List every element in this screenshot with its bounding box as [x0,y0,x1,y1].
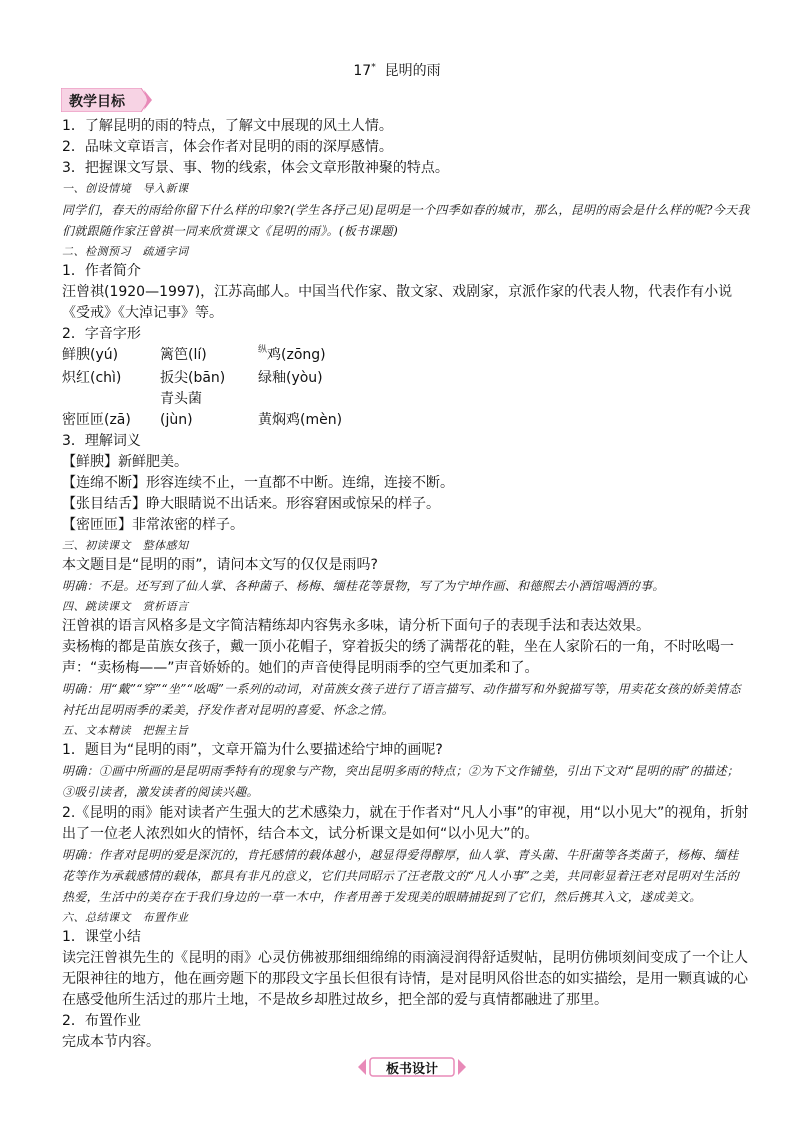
ci-item: 【连绵不断】形容连续不止，一直都不中断。连绵，连接不断。 [62,475,454,491]
zi-item: 绿釉(yòu) [258,370,323,386]
answer-5-2: 明确：作者对昆明的爱是深沉的，肯托感情的载体越小，越显得爱得醇厚，仙人掌、青头菌、牛肝菌等各类菌子，杨梅、缅桂花等作为承载感情的载体，都具有非凡的意义，它们共同昭示了汪老散文的“凡人小事”之美，共同彰显着汪老对昆明对生活的热爱，生活中的美存在于我们身边的一草一木中，作者用善于发现美的眼睛捕捉到了它们，然后携其入文，遂成美文。 [62,848,740,904]
zi-item: 鲜腴(yú) [62,347,119,363]
zi-item: 密匝匝(zā) [62,412,131,428]
teaching-goals-badge [61,88,153,112]
section-heading-2: 二、检测预习 疏通字词 [62,245,189,258]
ci-item: 【鲜腴】新鲜肥美。 [62,454,188,470]
author-text: 汪曾祺(1920—1997)，江苏高邮人。中国当代作家、散文家、戏剧家，京派作家的代表人物，代表作有小说《受戒》《大淖记事》等。 [62,284,733,321]
answer-4: 明确：用“戴”“穿”“坐”“吆喝”一系列的动词，对苗族女孩子进行了语言描写、动作描写和外貌描写等，用卖花女孩的娇美情态衬托出昆明雨季的柔美，抒发作者对昆明的喜爱、怀念之情。 [62,682,741,717]
zi-item: 炽红(chì) [62,370,122,386]
answer-5-1: 明确：①画中所画的是昆明雨季特有的现象与产物，突出昆明多雨的特点；②为下文作铺垫，引出下文对“昆明的雨”的描述；③吸引读者，激发读者的阅读兴趣。 [62,764,740,799]
homework-heading: 2．布置作业 [62,1013,141,1029]
board-design-badge [356,1056,468,1078]
author-heading: 1．作者简介 [62,263,141,279]
homework-text: 完成本节内容。 [62,1034,160,1050]
page-title [0,60,794,80]
badge-label: 教学目标 [69,94,125,110]
zi-row-2 [62,368,750,389]
optional-mark: * [371,62,376,73]
ci-heading: 3．理解词义 [62,433,141,449]
section-heading-3: 三、初读课文 整体感知 [62,539,189,552]
zi-item: 青头菌(jùn) [160,391,202,428]
section-heading-1: 一、创设情境 导入新课 [62,182,189,195]
zi-item: 篱笆(lí) [160,347,207,363]
zong-char: 纵 [258,345,268,355]
zi-item: 鸡(zōng) [267,347,326,363]
goal-3: 3．把握课文写景、事、物的线索，体会文章形散神聚的特点。 [62,160,449,176]
section-heading-5: 五、文本精读 把握主旨 [62,724,189,737]
zi-row-3 [62,389,750,431]
question-5-1: 1．题目为“昆明的雨”，文章开篇为什么要描述给宁坤的画呢? [62,742,443,758]
ci-item: 【密匝匝】非常浓密的样子。 [62,517,244,533]
summary-text: 读完汪曾祺先生的《昆明的雨》心灵仿佛被那细细绵绵的雨滴浸润得舒适熨帖，昆明仿佛顷刻间变成了一个让人无限神往的地方，他在画旁题下的那段文字虽长但很有诗情，是对昆明风俗世态的如实描绘，是用一颗真诚的心在感受他所生活过的那片土地，不是故乡却胜过故乡，把全部的爱与真情都融进了那里。 [62,950,748,1008]
summary-heading: 1．课堂小结 [62,929,141,945]
lesson-title: 昆明的雨 [384,63,441,79]
question-5-2: 2.《昆明的雨》能对读者产生强大的艺术感染力，就在于作者对“凡人小事”的审视，用“以小见大”的视角，折射出了一位老人浓烈如火的情怀，结合本文，试分析课文是如何“以小见大”的。 [62,805,749,842]
ci-item: 【张目结舌】睁大眼睛说不出话来。形容窘困或惊呆的样子。 [62,496,440,512]
zi-heading: 2．字音字形 [62,326,141,342]
lesson-content [62,116,750,1053]
section-heading-6: 六、总结课文 布置作业 [62,911,189,924]
section-heading-4: 四、跳读课文 赏析语言 [62,600,189,613]
intro-text: 同学们，春天的雨给你留下什么样的印象?(学生各抒己见)昆明是一个四季如春的城市，那么，昆明的雨会是什么样的呢?今天我们就跟随作家汪曾祺一同来欣赏课文《昆明的雨》。(板书课题) [62,203,750,238]
goal-1: 1．了解昆明的雨的特点，了解文中展现的风土人情。 [62,118,393,134]
zi-item: 扳尖(bān) [160,370,226,386]
zi-row-1 [62,345,750,368]
question-4b: 卖杨梅的都是苗族女孩子，戴一顶小花帽子，穿着扳尖的绣了满帮花的鞋，坐在人家阶石的一角，不时吆喝一声：“卖杨梅——”声音娇娇的。她们的声音使得昆明雨季的空气更加柔和了。 [62,639,734,676]
question-3: 本文题目是“昆明的雨”，请问本文写的仅仅是雨吗? [62,557,378,573]
question-4a: 汪曾祺的语言风格多是文字简洁精练却内容隽永多味，请分析下面句子的表现手法和表达效果。 [62,618,650,634]
goal-2: 2．品味文章语言，体会作者对昆明的雨的深厚感情。 [62,139,393,155]
answer-3: 明确：不是。还写到了仙人掌、各种菌子、杨梅、缅桂花等景物，写了为宁坤作画、和德熙去小酒馆喝酒的事。 [62,579,665,593]
board-badge-label: 板书设计 [385,1062,438,1077]
zi-item: 黄焖鸡(mèn) [258,412,343,428]
lesson-number: 17 [353,63,372,79]
